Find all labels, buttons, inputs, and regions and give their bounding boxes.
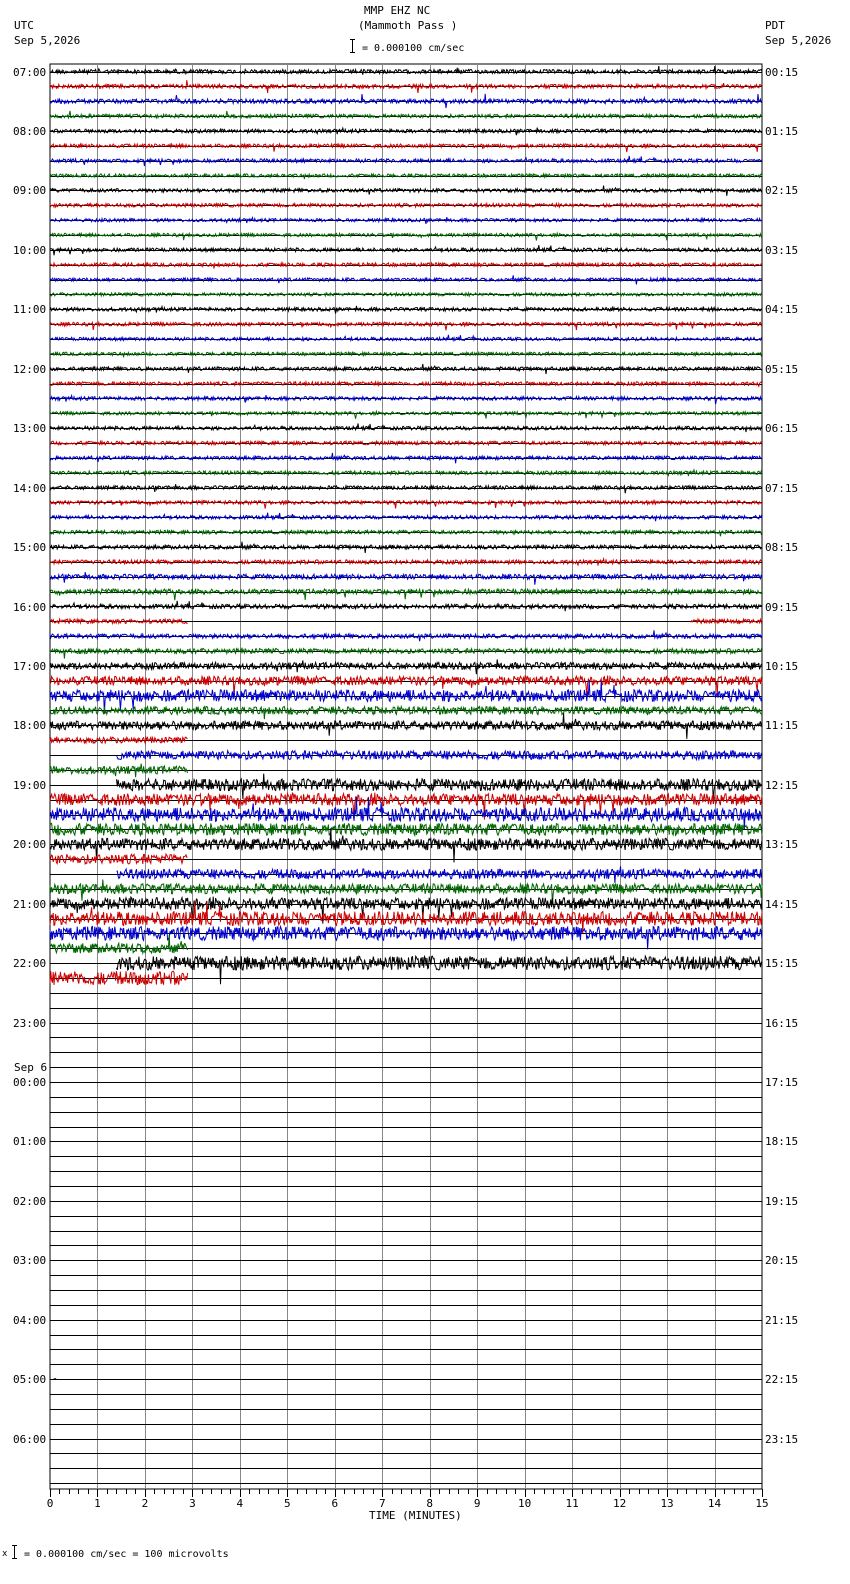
pdt-hour-label: 06:15 — [765, 422, 799, 436]
x-tick-label: 5 — [284, 1497, 291, 1510]
pdt-hour-label: 00:15 — [765, 65, 799, 79]
pdt-hour-label: 17:15 — [765, 1076, 799, 1089]
pdt-hour-label: 16:15 — [765, 1016, 799, 1030]
station-title: MMP EHZ NC — [364, 4, 431, 17]
x-tick-label: 10 — [518, 1497, 532, 1510]
pdt-hour-label: 23:15 — [765, 1432, 799, 1446]
seismic-trace-row-35 — [50, 589, 762, 601]
utc-hour-label: 14:00 — [13, 481, 47, 495]
plot-grid — [50, 64, 762, 1489]
x-tick-label: 12 — [612, 1497, 627, 1510]
left-date: Sep 5,2026 — [14, 34, 81, 47]
utc-hour-label: 12:00 — [13, 362, 47, 376]
pdt-hour-label: 20:15 — [765, 1254, 799, 1268]
utc-hour-label: 17:00 — [13, 659, 47, 673]
pdt-hour-label: 13:15 — [765, 838, 799, 852]
utc-hour-label: 06:00 — [13, 1432, 47, 1446]
x-tick-label: 13 — [660, 1497, 674, 1510]
seismic-trace-row-37 — [50, 619, 188, 623]
scale-bar-icon — [352, 39, 353, 53]
utc-hour-label: 19:00 — [13, 778, 47, 792]
seismic-trace-row-44 — [50, 713, 762, 739]
pdt-hour-label: 11:15 — [765, 719, 799, 733]
pdt-hour-label: 02:15 — [765, 184, 799, 198]
x-tick-label: 15 — [755, 1497, 769, 1510]
seismic-trace-row-14 — [50, 275, 762, 284]
scale-bar-cap-bottom — [350, 52, 355, 53]
x-tick-label: 0 — [46, 1497, 54, 1510]
seismic-trace-row-27 — [50, 470, 762, 476]
seismic-trace-row-15 — [50, 293, 762, 296]
utc-hour-label: 08:00 — [13, 124, 47, 138]
utc-hour-label: 16:00 — [13, 600, 47, 614]
footer-scale-cap-bottom — [12, 1558, 17, 1559]
utc-hour-label: 00:00 — [13, 1076, 47, 1089]
seismic-trace-row-31 — [50, 530, 762, 536]
seismic-trace-row-88 — [52, 1379, 56, 1380]
footer-scale-cap-top — [12, 1545, 17, 1546]
pdt-hour-label: 04:15 — [765, 303, 799, 317]
seismic-trace-row-37 — [691, 619, 762, 623]
pdt-hour-label: 09:15 — [765, 600, 799, 614]
x-tick-label: 7 — [378, 1497, 386, 1510]
x-axis — [47, 1489, 769, 1510]
utc-hour-label: 05:00 — [13, 1373, 47, 1387]
utc-hour-label: 01:00 — [13, 1135, 47, 1149]
utc-hour-label: 11:00 — [13, 303, 47, 317]
pdt-hour-label: 12:15 — [765, 778, 799, 792]
utc-hour-label: 07:00 — [13, 65, 47, 79]
pdt-hour-label: 05:15 — [765, 362, 799, 376]
x-tick-label: 14 — [707, 1497, 722, 1510]
x-tick-label: 3 — [189, 1497, 196, 1510]
utc-hour-label: 20:00 — [13, 838, 47, 852]
pdt-hour-label: 15:15 — [765, 957, 799, 971]
seismic-trace-row-28 — [50, 484, 762, 493]
pdt-hour-label: 14:15 — [765, 897, 799, 911]
seismic-trace-row-24 — [50, 424, 762, 433]
pdt-hour-label: 08:15 — [765, 541, 799, 554]
utc-hour-label: 04:00 — [13, 1313, 47, 1327]
x-tick-label: 1 — [94, 1497, 101, 1510]
pdt-hour-label: 19:15 — [765, 1194, 799, 1208]
seismic-trace-row-23 — [50, 411, 762, 418]
seismic-trace-row-30 — [50, 513, 762, 522]
pdt-hour-label: 18:15 — [765, 1135, 799, 1149]
x-tick-label: 8 — [426, 1497, 434, 1510]
footer-scale-note: = 0.000100 cm/sec = 100 microvolts — [24, 1549, 229, 1560]
pdt-hour-label: 10:15 — [765, 659, 799, 673]
right-timezone: PDT — [765, 19, 785, 32]
utc-hour-label: 18:00 — [13, 719, 47, 733]
seismic-trace-row-43 — [50, 706, 762, 719]
x-tick-label: 6 — [331, 1497, 339, 1510]
utc-hour-label: 13:00 — [13, 422, 47, 436]
footer-scale-bar-icon — [14, 1545, 15, 1559]
seismic-trace-row-22 — [50, 395, 762, 404]
pdt-hour-label: 22:15 — [765, 1373, 799, 1387]
scale-bar-cap-top — [350, 39, 355, 40]
scale-label: = 0.000100 cm/sec — [362, 43, 465, 54]
seismic-trace-row-29 — [50, 500, 762, 508]
utc-hour-label: 10:00 — [13, 243, 47, 257]
seismic-trace-row-58 — [50, 926, 762, 949]
seismic-trace-row-26 — [50, 453, 762, 463]
x-axis-label: TIME (MINUTES) — [369, 1509, 462, 1522]
utc-hour-label: 23:00 — [13, 1016, 47, 1030]
utc-hour-label: 03:00 — [13, 1254, 47, 1268]
seismic-trace-row-0 — [50, 66, 762, 75]
station-location: (Mammoth Pass ) — [358, 19, 458, 32]
utc-hour-label: 21:00 — [13, 897, 47, 911]
seismic-trace-row-33 — [50, 559, 762, 566]
seismic-trace-row-6 — [50, 156, 762, 166]
seismic-trace-row-60 — [117, 956, 762, 984]
x-tick-label: 9 — [473, 1497, 481, 1510]
footer-marker-icon: x — [2, 1549, 8, 1559]
utc-hour-label: 15:00 — [13, 541, 47, 554]
pdt-hour-label: 21:15 — [765, 1313, 799, 1327]
seismic-trace-row-11 — [50, 233, 762, 240]
utc-hour-label: 22:00 — [13, 957, 47, 971]
pdt-hour-label: 07:15 — [765, 481, 799, 495]
seismic-trace-row-36 — [50, 601, 762, 611]
pdt-hour-label: 03:15 — [765, 243, 799, 257]
trace-layer — [50, 66, 762, 1380]
left-timezone: UTC — [14, 19, 34, 32]
right-date: Sep 5,2026 — [765, 34, 832, 47]
utc-hour-label: 09:00 — [13, 184, 47, 198]
pdt-hour-label: 01:15 — [765, 124, 799, 138]
x-tick-label: 4 — [236, 1497, 244, 1510]
seismic-trace-row-20 — [50, 364, 762, 374]
x-tick-label: 11 — [565, 1497, 579, 1510]
x-tick-label: 2 — [141, 1497, 149, 1510]
utc-hour-label: 02:00 — [13, 1194, 47, 1208]
seismic-trace-row-5 — [50, 144, 762, 152]
date-change-label: Sep 6 — [14, 1061, 48, 1074]
seismic-trace-row-17 — [50, 322, 762, 330]
seismic-trace-row-38 — [50, 630, 762, 641]
seismic-trace-row-39 — [50, 649, 762, 659]
seismic-trace-row-34 — [50, 572, 762, 585]
